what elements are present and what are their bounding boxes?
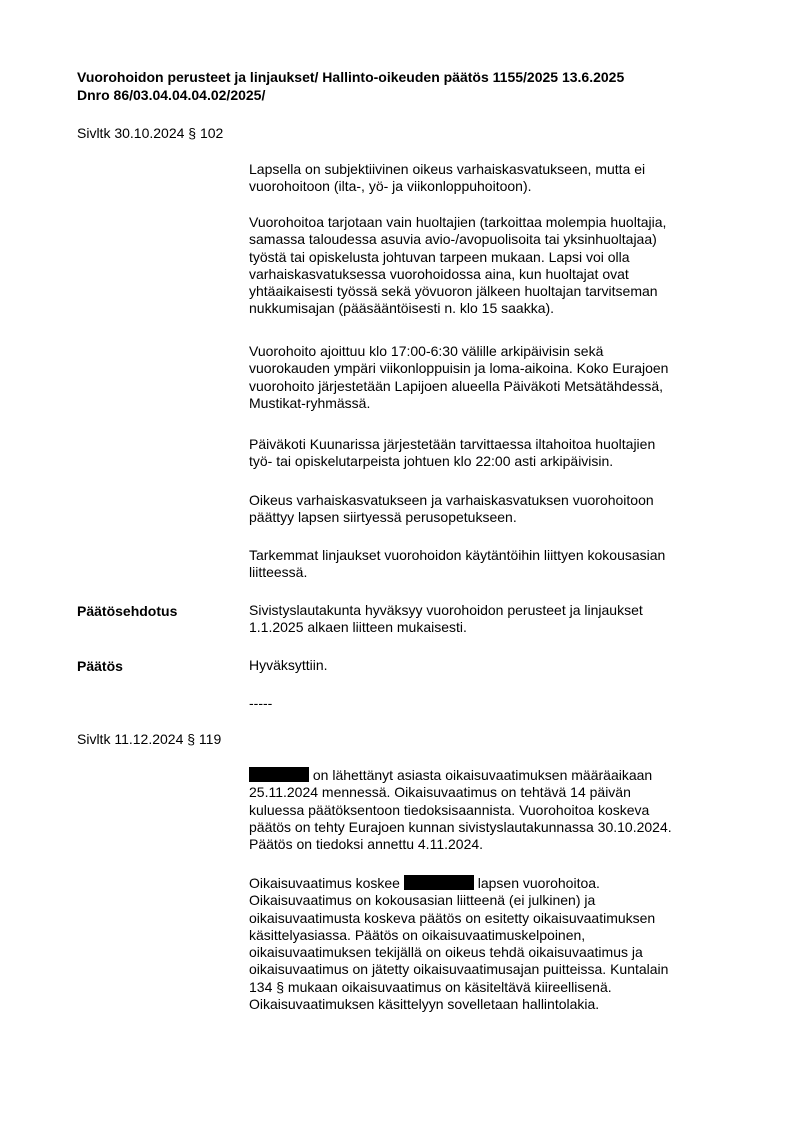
text-line: Tarkemmat linjaukset vuorohoidon käytäntöihin liittyen kokousasian	[249, 547, 666, 563]
text-line: liitteessä.	[249, 564, 308, 581]
section1-body	[249, 343, 739, 412]
text-span: lapsen vuorohoitoa.	[473, 875, 600, 891]
text-line: Vuorohoitoa tarjotaan vain huoltajien (tarkoittaa molempia huoltajia,	[249, 214, 667, 230]
decision-label: Päätös	[77, 658, 123, 674]
text-line: Oikeus varhaiskasvatukseen ja varhaiskasvatuksen vuorohoitoon	[249, 492, 654, 508]
text-line: Oikaisuvaatimus on kokousasian liitteenä (ei julkinen) ja	[249, 892, 596, 909]
paragraph-7	[249, 767, 739, 853]
text-line: vuorohoito järjestetään Lapijoen alueella Päiväkoti Metsätähdessä,	[249, 377, 664, 394]
text-line: vuorohoitoon (ilta-, yö- ja viikonloppuhoitoon).	[249, 178, 532, 195]
title-line-2: Dnro 86/03.04.04.04.02/2025/	[77, 87, 266, 103]
text-line: kuluessa päätöksentoon tiedoksisaannista. Vuorohoitoa koskeva	[249, 801, 650, 818]
text-span: Oikaisuvaatimus koskee	[249, 875, 404, 891]
text-span: on lähettänyt asiasta oikaisuvaatimuksen määräaikaan	[309, 767, 653, 783]
text-line: Päiväkoti Kuunarissa järjestetään tarvittaessa iltahoitoa huoltajien	[249, 436, 656, 452]
proposal-text	[249, 602, 739, 637]
paragraph-4	[249, 436, 739, 471]
text-line: vuorokauden ympäri viikonloppuisin ja loma-aikoina. Koko Eurajoen	[249, 360, 669, 377]
text-line: Päätös on tiedoksi annettu 4.11.2024.	[249, 836, 484, 853]
paragraph-2	[249, 214, 739, 318]
separator	[249, 695, 739, 712]
text-line: Hyväksyttiin.	[249, 657, 328, 673]
text-line: 134 § mukaan oikaisuvaatimus on käsiteltävä kiireellisenä.	[249, 978, 612, 995]
text-line: samassa taloudessa asuvia avio-/avopuolisoita tai yksinhuoltajaa)	[249, 231, 657, 248]
text-line: Oikaisuvaatimuksen käsittelyyn sovelletaan hallintolakia.	[249, 996, 600, 1013]
redacted-name	[249, 767, 309, 782]
text-line: Sivistyslautakunta hyväksyy vuorohoidon perusteet ja linjaukset	[249, 602, 643, 618]
text-line	[249, 767, 739, 784]
text-line: oikaisuvaatimusta koskeva päätös on esitetty oikaisuvaatimuksen	[249, 909, 656, 926]
redacted-name	[404, 875, 474, 890]
paragraph-3	[249, 343, 739, 412]
text-line: päättyy lapsen siirtyessä perusopetukseen.	[249, 509, 517, 526]
text-line: nukkumisajan (pääsääntöisesti n. klo 15 saakka).	[249, 300, 555, 317]
section1-body	[249, 161, 739, 196]
text-line: Mustikat-ryhmässä.	[249, 394, 371, 411]
text-line: yhtäaikaisesti työssä sekä yövuoron jälkeen huoltajan tarvitseman	[249, 283, 658, 300]
paragraph-6	[249, 547, 739, 582]
text-line: työstä tai opiskelusta johtuvan tarpeen mukaan. Lapsi voi olla	[249, 248, 630, 265]
text-line: 25.11.2024 mennessä. Oikaisuvaatimus on tehtävä 14 päivän	[249, 784, 631, 801]
meeting-reference-1: Sivltk 30.10.2024 § 102	[77, 125, 224, 141]
section1-body	[249, 214, 739, 318]
text-line	[249, 875, 739, 892]
text-line: käsittelyasiassa. Päätös on oikaisuvaatimuskelpoinen,	[249, 926, 586, 943]
section2-body	[249, 875, 739, 1013]
section2-body	[249, 767, 739, 853]
section1-body	[249, 492, 739, 527]
paragraph-1	[249, 161, 739, 196]
title-line-1: Vuorohoidon perusteet ja linjaukset/ Hallinto-oikeuden päätös 1155/2025 13.6.2025	[77, 69, 625, 85]
proposal-label: Päätösehdotus	[77, 603, 178, 619]
text-line: päätös on tehty Eurajoen kunnan sivistyslautakunnassa 30.10.2024.	[249, 818, 672, 835]
text-line: varhaiskasvatuksessa vuorohoidossa aina, kun huoltajat ovat	[249, 265, 629, 282]
paragraph-5	[249, 492, 739, 527]
separator-text: -----	[249, 695, 273, 711]
text-line: Vuorohoito ajoittuu klo 17:00-6:30 välille arkipäivisin sekä	[249, 343, 604, 359]
text-line: oikaisuvaatimus on jätetty oikaisuvaatimusajan puitteissa. Kuntalain	[249, 961, 669, 978]
section1-body	[249, 547, 739, 582]
text-line: työ- tai opiskelutarpeista johtuen klo 22:00 asti arkipäivisin.	[249, 453, 614, 470]
text-line: oikaisuvaatimuksen tekijällä on oikeus tehdä oikaisuvaatimus ja	[249, 944, 643, 961]
section1-body	[249, 436, 739, 471]
document-title	[77, 68, 757, 104]
paragraph-8	[249, 875, 739, 1013]
text-line: Lapsella on subjektiivinen oikeus varhaiskasvatukseen, mutta ei	[249, 161, 646, 177]
text-line: 1.1.2025 alkaen liitteen mukaisesti.	[249, 619, 467, 636]
decision-text	[249, 657, 739, 674]
meeting-reference-2: Sivltk 11.12.2024 § 119	[77, 731, 222, 747]
